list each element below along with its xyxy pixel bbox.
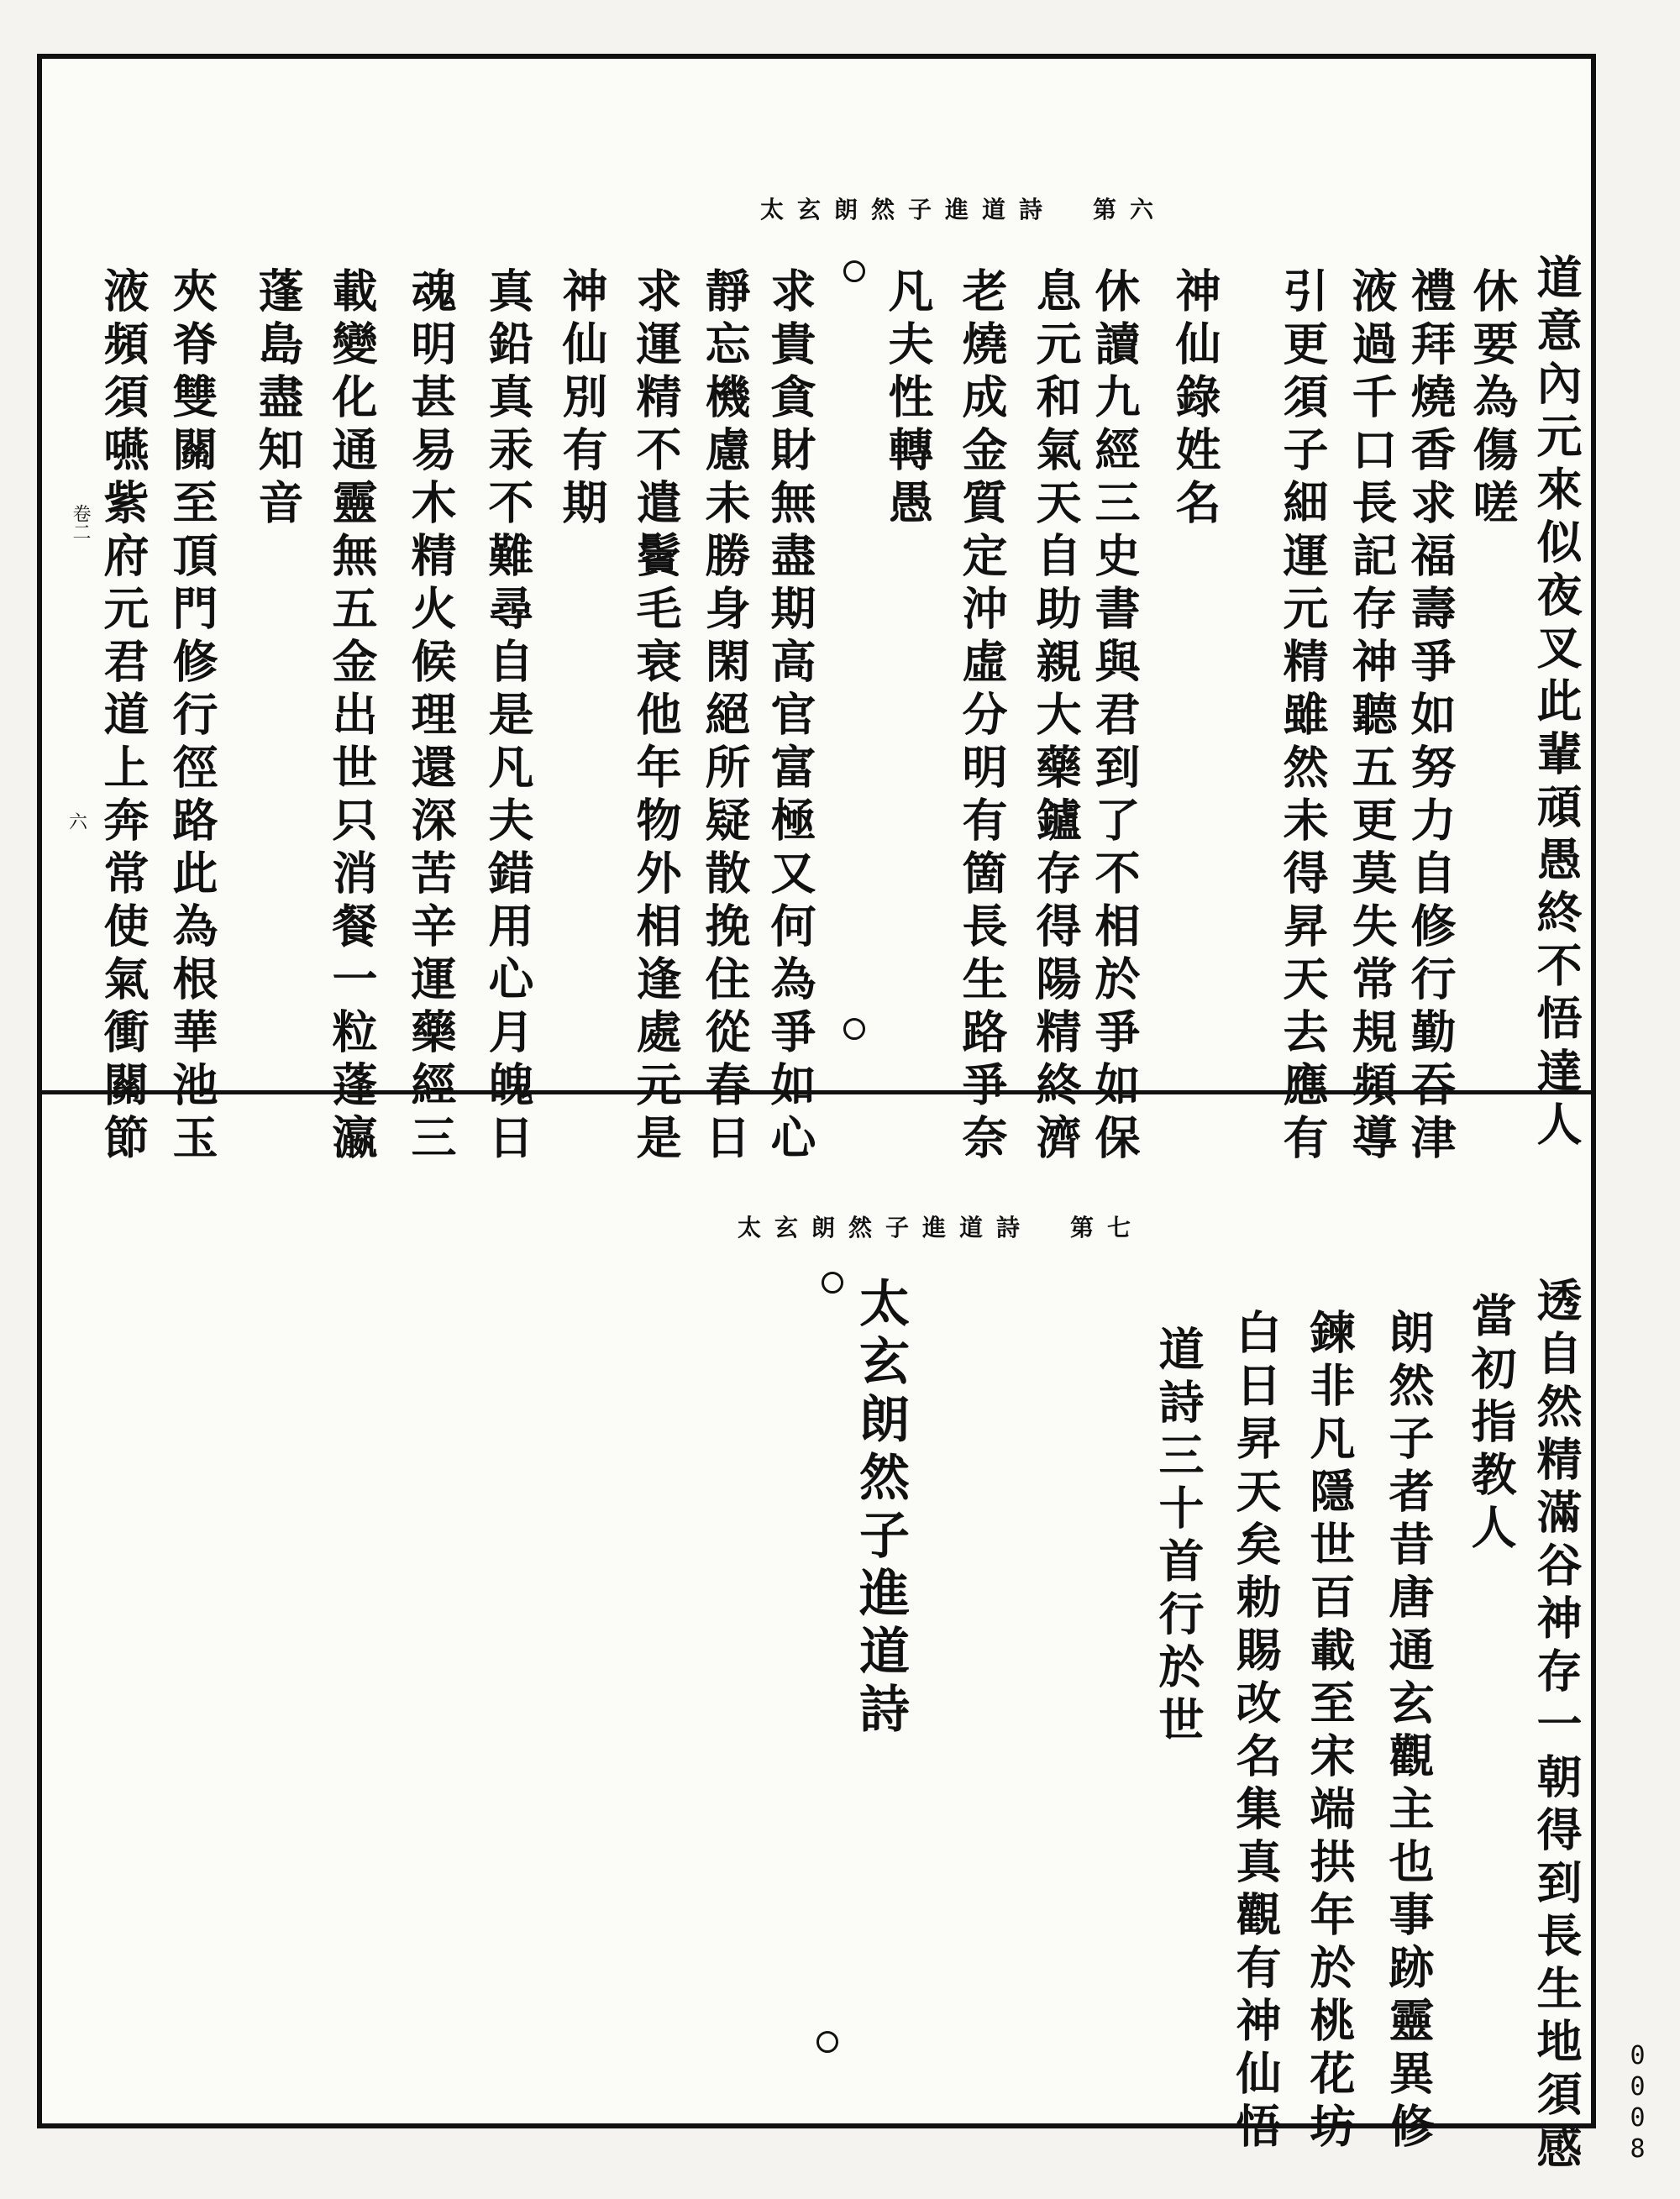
upper-column: 液頻須嚥紫府元君道上奔常使氣衝關節 xyxy=(97,267,150,1167)
upper-column: 息元和氣天自助親大藥鑪存得陽精終濟 xyxy=(1029,267,1083,1167)
upper-column: 引更須子細運元精雖然未得昇天去應有 xyxy=(1276,267,1330,1167)
upper-column: 神仙別有期 xyxy=(555,267,609,532)
upper-column: 載變化通靈無五金出世只消餐一粒蓬瀛 xyxy=(325,267,379,1167)
margin-volume: 卷二 xyxy=(70,504,91,541)
upper-column: 休要為傷嗟 xyxy=(1466,267,1520,532)
lower-column: 白日昇天矣勅賜改名集真觀有神仙悟 xyxy=(1229,1309,1283,2155)
circle-mark xyxy=(843,1018,865,1040)
upper-header: 太玄朗然子進道詩 第六 xyxy=(760,196,1168,223)
circle-mark xyxy=(816,2031,838,2053)
upper-column: 道意內元來似夜叉此輩頑愚終不悟達人 xyxy=(1530,254,1583,1153)
upper-column: 求運精不遣鬢毛衰他年物外相逢處元是 xyxy=(629,267,683,1167)
upper-column: 蓬島盡知音 xyxy=(251,267,305,532)
upper-column: 求貴貪財無盡期高官富極又何為爭如心 xyxy=(764,267,817,1167)
lower-column: 當初指教人 xyxy=(1464,1292,1518,1556)
page-number: 0008 xyxy=(1623,2041,1652,2165)
lower-title: 太玄朗然子進道詩 xyxy=(851,1277,910,1740)
upper-column: 真鉛真汞不難尋自是凡夫錯用心月魄日 xyxy=(481,267,535,1167)
upper-column: 魂明甚易木精火候理還深苦辛運藥經三 xyxy=(404,267,458,1167)
lower-column: 透自然精滿谷神存一朝得到長生地須感 xyxy=(1530,1277,1583,2176)
lower-column: 鍊非凡隱世百載至宋端拱年於桃花坊 xyxy=(1303,1309,1357,2155)
upper-column: 凡夫性轉愚 xyxy=(881,267,935,532)
margin-number: 六 xyxy=(69,812,88,833)
circle-mark xyxy=(843,260,865,282)
lower-column: 道詩三十首行於世 xyxy=(1152,1325,1205,1749)
upper-column: 神仙錄姓名 xyxy=(1168,267,1222,532)
upper-column: 老燒成金質定沖虛分明有箇長生路爭奈 xyxy=(955,267,1009,1167)
upper-column: 靜忘機慮未勝身閑絕所疑散挽住從春日 xyxy=(698,267,752,1167)
upper-column: 夾脊雙關至頂門修行徑路此為根華池玉 xyxy=(165,267,219,1167)
circle-mark xyxy=(822,1272,843,1294)
lower-header: 太玄朗然子進道詩 第七 xyxy=(738,1214,1145,1241)
upper-column: 液過千口長記存神聽五更莫失常規頻導 xyxy=(1345,267,1399,1167)
upper-column: 休讀九經三史書與君到了不相於爭如保 xyxy=(1088,267,1142,1167)
lower-column: 朗然子者昔唐通玄觀主也事跡靈異修 xyxy=(1382,1309,1436,2155)
upper-column: 禮拜燒香求福壽爭如努力自修行勤吞津 xyxy=(1404,267,1457,1167)
